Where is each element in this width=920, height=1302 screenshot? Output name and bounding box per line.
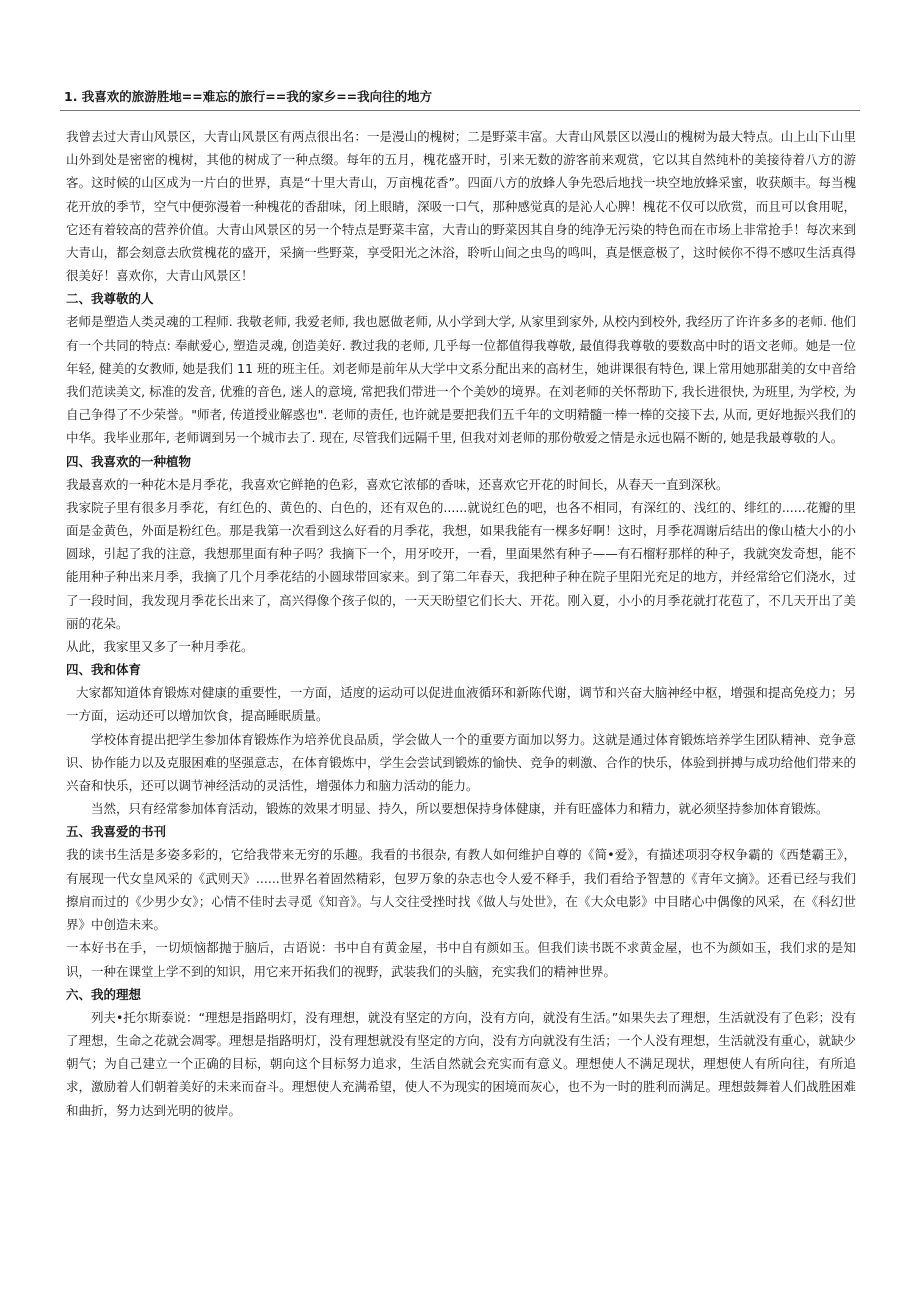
section-my-ideal — [66, 983, 856, 1122]
section-heading: 二、我尊敬的人 — [66, 291, 154, 307]
section-heading: 四、我和体育 — [66, 662, 142, 678]
paragraph: 我家院子里有很多月季花，有红色的、黄色的、白色的，还有双色的......就说红色的吧，也各不相同，有深红的、浅红的、绯红的......花瓣的里面是金黄色，外面是粉红色。那是我第一次看到这么好看的月季花，我想，如果我能有一棵多好啊！这时，月季花凋谢后结出的像山楂大小的小圆球，引起了我的注意，我想那里面有种子吗？我摘下一个，用牙咬开，一看，里面果然有种子——有石榴籽那样的种子，我就突发奇想，能不能用种子种出来月季，我摘了几个月季花结的小圆球带回家来。到了第二年春天，我把种子种在院子里阳光充足的地方，并经常给它们浇水，过了一段时间，我发现月季花长出来了，高兴得像个孩子似的，一天天盼望它们长大、开花。刚入夏，小小的月季花就打花苞了，不几天开出了美丽的花朵。 — [66, 499, 856, 631]
paragraph: 学校体育提出把学生参加体育锻炼作为培养优良品质，学会做人一个的重要方面加以努力。这就是通过体育锻炼培养学生团队精神、竞争意识、协作能力以及克服困难的坚强意志，在体育锻炼中，学生会尝试到锻炼的愉快、竞争的刺激、合作的快乐，体验到拼搏与成功给他们带来的兴奋和快乐，还可以调节神经活动的灵活性，增强体力和脑力活动的能力。 — [66, 731, 856, 794]
paragraph: 我曾去过大青山风景区，大青山风景区有两点很出名：一是漫山的槐树；二是野菜丰富。大青山风景区以漫山的槐树为最大特点。山上山下山里山外到处是密密的槐树，其他的树成了一种点缀。每年的五月，槐花盛开时，引来无数的游客前来观赏，它以其自然纯朴的美接待着八方的游客。这时候的山区成为一片白的世界，真是“十里大青山，万亩槐花香”。四面八方的放蜂人争先恐后地找一块空地放蜂采蜜，收获颇丰。每当槐花开放的季节，空气中便弥漫着一种槐花的香甜味，闭上眼睛，深吸一口气，那种感觉真的是沁人心脾！槐花不仅可以欣赏，而且可以食用呢，它还有着较高的营养价值。大青山风景区的另一个特点是野菜丰富，大青山的野菜因其自身的纯净无污染的特色而在市场上非常抢手！每次来到大青山，都会刻意去欣赏槐花的盛开，采摘一些野菜，享受阳光之沐浴，聆听山间之虫鸟的鸣叫，真是惬意极了，这时候你不得不感叹生活真得很美好！喜欢你，大青山风景区！ — [66, 129, 856, 284]
paragraph: 我的读书生活是多姿多彩的，它给我带来无穷的乐趣。我看的书很杂, 有教人如何维护自尊的《简•爱》，有描述项羽夺权争霸的《西楚霸王》，有展现一代女皇风采的《武则天》......世界名着固然精彩，包罗万象的杂志也令人爱不释手，我们看给予智慧的《青年文摘》。还看已经与我们擦肩而过的《少男少女》；心情不佳时去寻觅《知音》。与人交往受挫时找《做人与处世》，在《大众电影》中目睹心中偶像的风采，在《科幻世界》中创造未来。 — [66, 847, 856, 933]
section-favorite-books — [66, 820, 856, 982]
paragraph: 当然，只有经常参加体育活动，锻炼的效果才明显、持久，所以要想保持身体健康，并有旺盛体力和精力，就必须坚持参加体育锻炼。 — [91, 801, 829, 817]
paragraph: 大家都知道体育锻炼对健康的重要性，一方面，适度的运动可以促进血液循环和新陈代谢，调节和兴奋大脑神经中枢，增强和提高免疫力；另一方面，运动还可以增加饮食，提高睡眠质量。 — [66, 685, 856, 724]
paragraph: 我最喜欢的一种花木是月季花，我喜欢它鲜艳的色彩，喜欢它浓郁的香味，还喜欢它开花的时间长，从春天一直到深秋。 — [66, 476, 729, 492]
document-page — [66, 86, 856, 1122]
section-favorite-plant — [66, 450, 856, 659]
paragraph: 列夫•托尔斯泰说：“理想是指路明灯，没有理想，就没有坚定的方向，没有方向，就没有生活。”如果失去了理想，生活就没有了色彩；没有了理想，生命之花就会凋零。理想是指路明灯，没有理想就没有坚定的方向，没有方向就没有生活；一个人没有理想，生活就没有重心，就缺少朝气；为自己建立一个正确的目标，朝向这个目标努力追求，生活自然就会充实而有意义。理想使人不满足现状，理想使人有所向往，有所追求，激励着人们朝着美好的未来而奋斗。理想使人充满希望，使人不为现实的困境而灰心，也不为一时的胜利而满足。理想鼓舞着人们战胜困难和曲折，努力达到光明的彼岸。 — [66, 1009, 856, 1118]
section-sports — [66, 658, 856, 820]
paragraph: 老师是塑造人类灵魂的工程师. 我敬老师, 我爱老师, 我也愿做老师, 从小学到大学, 从家里到家外, 从校内到校外, 我经历了许许多多的老师. 他们有一个共同的特点: 奉献爱心, 塑造灵魂, 创造美好. 教过我的老师, 几乎每一位都值得我尊敬, 最值得我尊敬的要数高中时的语文老师。她是一位年轻, 健美的女教师, 她是我们 11 班的班主任。刘老师是前年从大学中文系分配出来的高材生，她讲课很有特色, 课上常用她那甜美的女中音给我们范读美文, 标准的发音, 优雅的音色, 迷人的意境, 常把我们带进一个个美妙的境界。在刘老师的关怀帮助下, 我长进很快, 为班里, 为学校, 为自己争得了不少荣誉。"师者, 传道授业解惑也". 老师的责任, 也许就是要把我们五千年的文明精髓一棒一棒的交接下去, 从而, 更好地振兴我们的中华。我毕业那年, 老师调到另一个城市去了. 现在, 尽管我们远隔千里, 但我对刘老师的那份敬爱之情是永远也隔不断的, 她是我最尊敬的人。 — [66, 314, 856, 446]
section-travel — [66, 125, 856, 287]
paragraph: 一本好书在手，一切烦恼都抛于脑后，古语说：书中自有黄金屋，书中自有颜如玉。但我们读书既不求黄金屋，也不为颜如玉，我们求的是知识，一种在课堂上学不到的知识，用它来开拓我们的视野，武装我们的头脑，充实我们的精神世界。 — [66, 940, 856, 979]
section-heading: 五、我喜爱的书刊 — [66, 824, 167, 840]
document-title: 1. 我喜欢的旅游胜地==难忘的旅行==我的家乡==我向往的地方 — [60, 86, 860, 111]
paragraph: 从此，我家里又多了一种月季花。 — [66, 639, 254, 655]
section-heading: 六、我的理想 — [66, 986, 142, 1002]
section-heading: 四、我喜欢的一种植物 — [66, 453, 192, 469]
section-respected-person — [66, 287, 856, 449]
